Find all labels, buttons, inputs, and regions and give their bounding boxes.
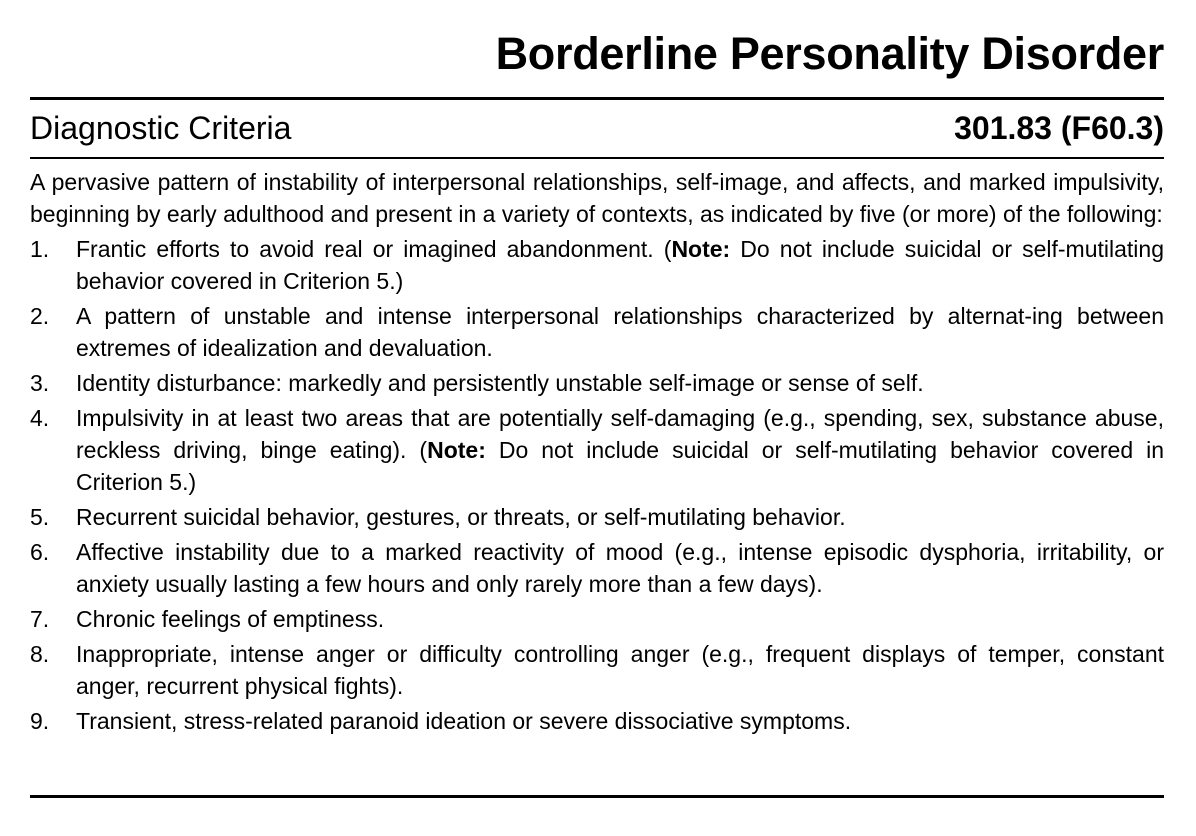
criterion-text: Transient, stress-related paranoid ideation or severe dissociative symptoms. <box>76 708 852 734</box>
criterion-number: 4. <box>30 405 50 431</box>
bottom-divider <box>30 795 1164 798</box>
criterion-number: 8. <box>30 641 50 667</box>
section-divider <box>30 157 1164 159</box>
criterion-item <box>30 705 1164 737</box>
criterion-number: 6. <box>30 539 50 565</box>
criterion-item <box>30 367 1164 399</box>
criterion-text: Chronic feelings of emptiness. <box>76 606 385 632</box>
criterion-text: Inappropriate, intense anger or difficulty controlling anger (e.g., frequent displays of temper, constant anger, recurrent physical fights). <box>76 641 1164 699</box>
criterion-text: Identity disturbance: markedly and persistently unstable self-image or sense of self. <box>76 370 924 396</box>
criteria-list <box>30 233 1164 737</box>
title-divider <box>30 97 1164 100</box>
diagnostic-code: 301.83 (F60.3) <box>954 110 1164 146</box>
criterion-number: 7. <box>30 606 50 632</box>
note-text: Do not include suicidal or self-mutilating behavior covered in Criterion 5.) <box>76 437 1164 495</box>
note-label: Note: <box>427 437 486 463</box>
criterion-item <box>30 603 1164 635</box>
criterion-number: 1. <box>30 236 50 262</box>
criterion-item <box>30 536 1164 600</box>
criterion-item <box>30 638 1164 702</box>
criterion-number: 2. <box>30 303 50 329</box>
intro-paragraph: A pervasive pattern of instability of interpersonal relationships, self-image, and affects, and marked impulsivity, beginning by early adulthood and present in a variety of contexts, as indicated by five (or more) of the following: <box>30 169 1164 227</box>
note-label: Note: <box>671 236 731 262</box>
criterion-text: Frantic efforts to avoid real or imagined abandonment. ( <box>76 236 672 262</box>
criterion-number: 3. <box>30 370 50 396</box>
criterion-item <box>30 233 1164 297</box>
criterion-text: Affective instability due to a marked reactivity of mood (e.g., intense episodic dysphoria, irritability, or anxiety usually lasting a few hours and only rarely more than a few days). <box>76 539 1164 597</box>
criterion-item <box>30 300 1164 364</box>
criteria-body <box>30 166 1164 737</box>
note-text: Do not include suicidal or self-mutilating behavior covered in Criterion 5.) <box>76 236 1164 294</box>
criterion-item <box>30 402 1164 498</box>
criterion-item <box>30 501 1164 533</box>
criterion-text: Impulsivity in at least two areas that are potentially self-damaging (e.g., spending, sex, substance abuse, reckless driving, binge eating). ( <box>76 405 1164 463</box>
page-title: Borderline Personality Disorder <box>495 28 1164 79</box>
criterion-text: A pattern of unstable and intense interpersonal relationships characterized by alternat-ing between extremes of idealization and devaluation. <box>76 303 1164 361</box>
criterion-number: 5. <box>30 504 50 530</box>
criterion-number: 9. <box>30 708 50 734</box>
criterion-text: Recurrent suicidal behavior, gestures, or threats, or self-mutilating behavior. <box>76 504 846 530</box>
section-label: Diagnostic Criteria <box>30 110 292 146</box>
